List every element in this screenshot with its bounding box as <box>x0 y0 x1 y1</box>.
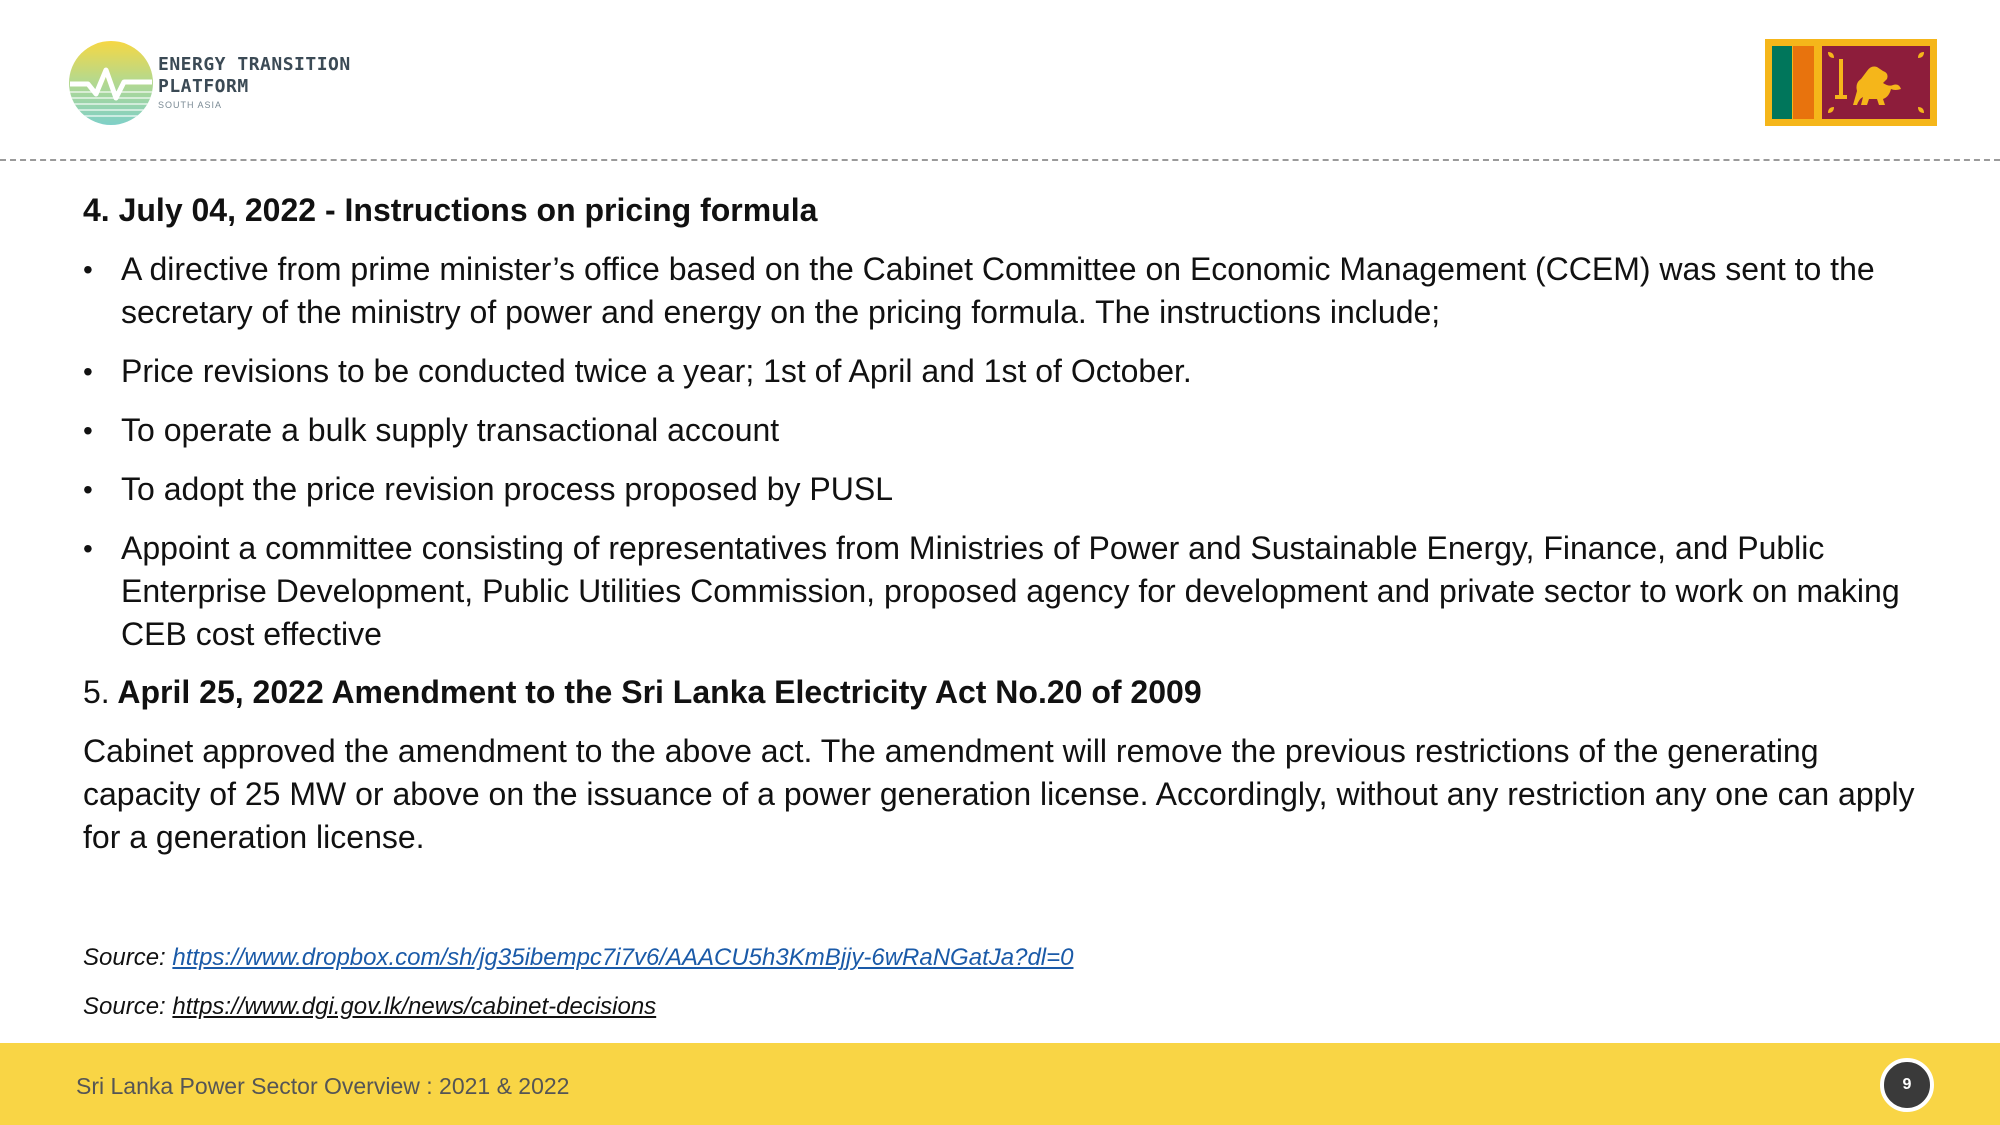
bullet-item: • Appoint a committee consisting of representatives from Ministries of Power and Sustainable Energy, Finance, and Public Enterprise Development, Public Utilities Commission, proposed agency for development and private sector to work on making CEB cost effective <box>83 527 1923 656</box>
section-5-heading <box>83 672 1923 712</box>
section-4-title: July 04, 2022 - Instructions on pricing formula <box>118 192 818 228</box>
energy-wave-logo-icon <box>68 40 154 126</box>
bullet-item: • Price revisions to be conducted twice a year; 1st of April and 1st of October. <box>83 350 1923 393</box>
section-4-bullet-list <box>83 248 1923 656</box>
source-line <box>83 943 1073 973</box>
page-number-badge: 9 <box>1880 1058 1934 1112</box>
sources-block <box>83 943 1073 1041</box>
source-label: Source: <box>83 944 166 971</box>
section-4-heading <box>83 190 1923 230</box>
bullet-item: • To operate a bulk supply transactional account <box>83 409 1923 452</box>
bullet-item: • A directive from prime minister’s office based on the Cabinet Committee on Economic Management (CCEM) was sent to the secretary of the ministry of power and energy on the pricing formula. The instructions include; <box>83 248 1923 334</box>
source-line <box>83 992 1073 1022</box>
slide-footer <box>0 1043 2000 1125</box>
bullet-item: • To adopt the price revision process proposed by PUSL <box>83 468 1923 511</box>
source-label: Source: <box>83 993 166 1020</box>
slide-content <box>83 190 1923 859</box>
logo-title-line2: PLATFORM <box>158 76 249 97</box>
header-divider <box>0 159 2000 161</box>
platform-logo <box>68 40 358 130</box>
source-link-dgi[interactable]: https://www.dgi.gov.lk/news/cabinet-decisions <box>172 993 657 1020</box>
section-5-paragraph: Cabinet approved the amendment to the above act. The amendment will remove the previous restrictions of the generating capacity of 25 MW or above on the issuance of a power generation license. Accordingly, without any restriction any one can apply for a generation license. <box>83 733 1915 855</box>
section-5-title: April 25, 2022 Amendment to the Sri Lanka Electricity Act No.20 of 2009 <box>117 674 1202 710</box>
section-4-number: 4. <box>83 192 110 228</box>
footer-title: Sri Lanka Power Sector Overview : 2021 & 2022 <box>76 1073 570 1099</box>
source-link-dropbox[interactable]: https://www.dropbox.com/sh/jg35ibempc7i7v6/AAACU5h3KmBjjy-6wRaNGatJa?dl=0 <box>172 944 1074 971</box>
sri-lanka-flag-icon <box>1765 39 1937 126</box>
logo-subtitle: SOUTH ASIA <box>158 100 223 110</box>
logo-title-line1: ENERGY TRANSITION <box>158 54 351 75</box>
section-5-number: 5. <box>83 674 110 710</box>
